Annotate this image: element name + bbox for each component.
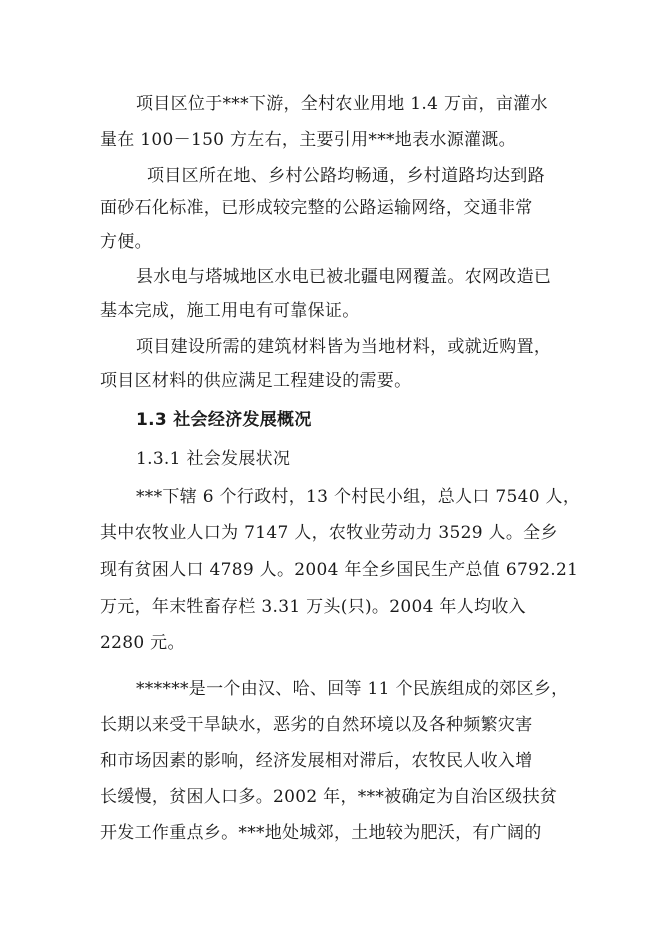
- paragraph-5-line-4: 万元，年末牲畜存栏 3.31 万头(只)。2004 年人均收入: [100, 597, 526, 617]
- paragraph-1-line-1: 项目区位于***下游，全村农业用地 1.4 万亩，亩灌水: [136, 94, 548, 114]
- paragraph-4-line-1: 项目建设所需的建筑材料皆为当地材料，或就近购置，: [136, 337, 552, 357]
- paragraph-2-line-1: 项目区所在地、乡村公路均畅通，乡村道路均达到路: [147, 166, 545, 186]
- paragraph-2-line-2: 面砂石化标准，已形成较完整的公路运输网络，交通非常: [100, 198, 533, 218]
- paragraph-5-line-3: 现有贫困人口 4789 人。2004 年全乡国民生产总值 6792.21: [100, 560, 579, 580]
- paragraph-6-line-4: 长缓慢，贫困人口多。2002 年，***被确定为自治区级扶贫: [100, 787, 558, 807]
- paragraph-5-line-2: 其中农牧业人口为 7147 人，农牧业劳动力 3529 人。全乡: [100, 523, 558, 543]
- paragraph-6-line-3: 和市场因素的影响，经济发展相对滞后，农牧民人收入增: [100, 751, 533, 771]
- paragraph-6-line-1: ******是一个由汉、哈、回等 11 个民族组成的郊区乡，: [136, 679, 569, 699]
- paragraph-3-line-2: 基本完成，施工用电有可靠保证。: [100, 301, 360, 321]
- paragraph-1-line-2: 量在 100－150 方左右，主要引用***地表水源灌溉。: [100, 130, 516, 150]
- subsection-heading: 1.3.1 社会发展状况: [136, 449, 291, 469]
- paragraph-6-line-5: 开发工作重点乡。***地处城郊，土地较为肥沃，有广阔的: [100, 823, 542, 843]
- paragraph-6-line-2: 长期以来受干旱缺水，恶劣的自然环境以及各种频繁灾害: [100, 715, 533, 735]
- section-heading: 1.3 社会经济发展概况: [136, 410, 312, 430]
- paragraph-5-line-1: ***下辖 6 个行政村，13 个村民小组，总人口 7540 人，: [136, 487, 581, 507]
- paragraph-5-line-5: 2280 元。: [100, 633, 185, 653]
- paragraph-3-line-1: 县水电与塔城地区水电已被北疆电网覆盖。农网改造已: [136, 267, 552, 287]
- paragraph-4-line-2: 项目区材料的供应满足工程建设的需要。: [100, 371, 412, 391]
- paragraph-2-line-3: 方便。: [100, 232, 152, 252]
